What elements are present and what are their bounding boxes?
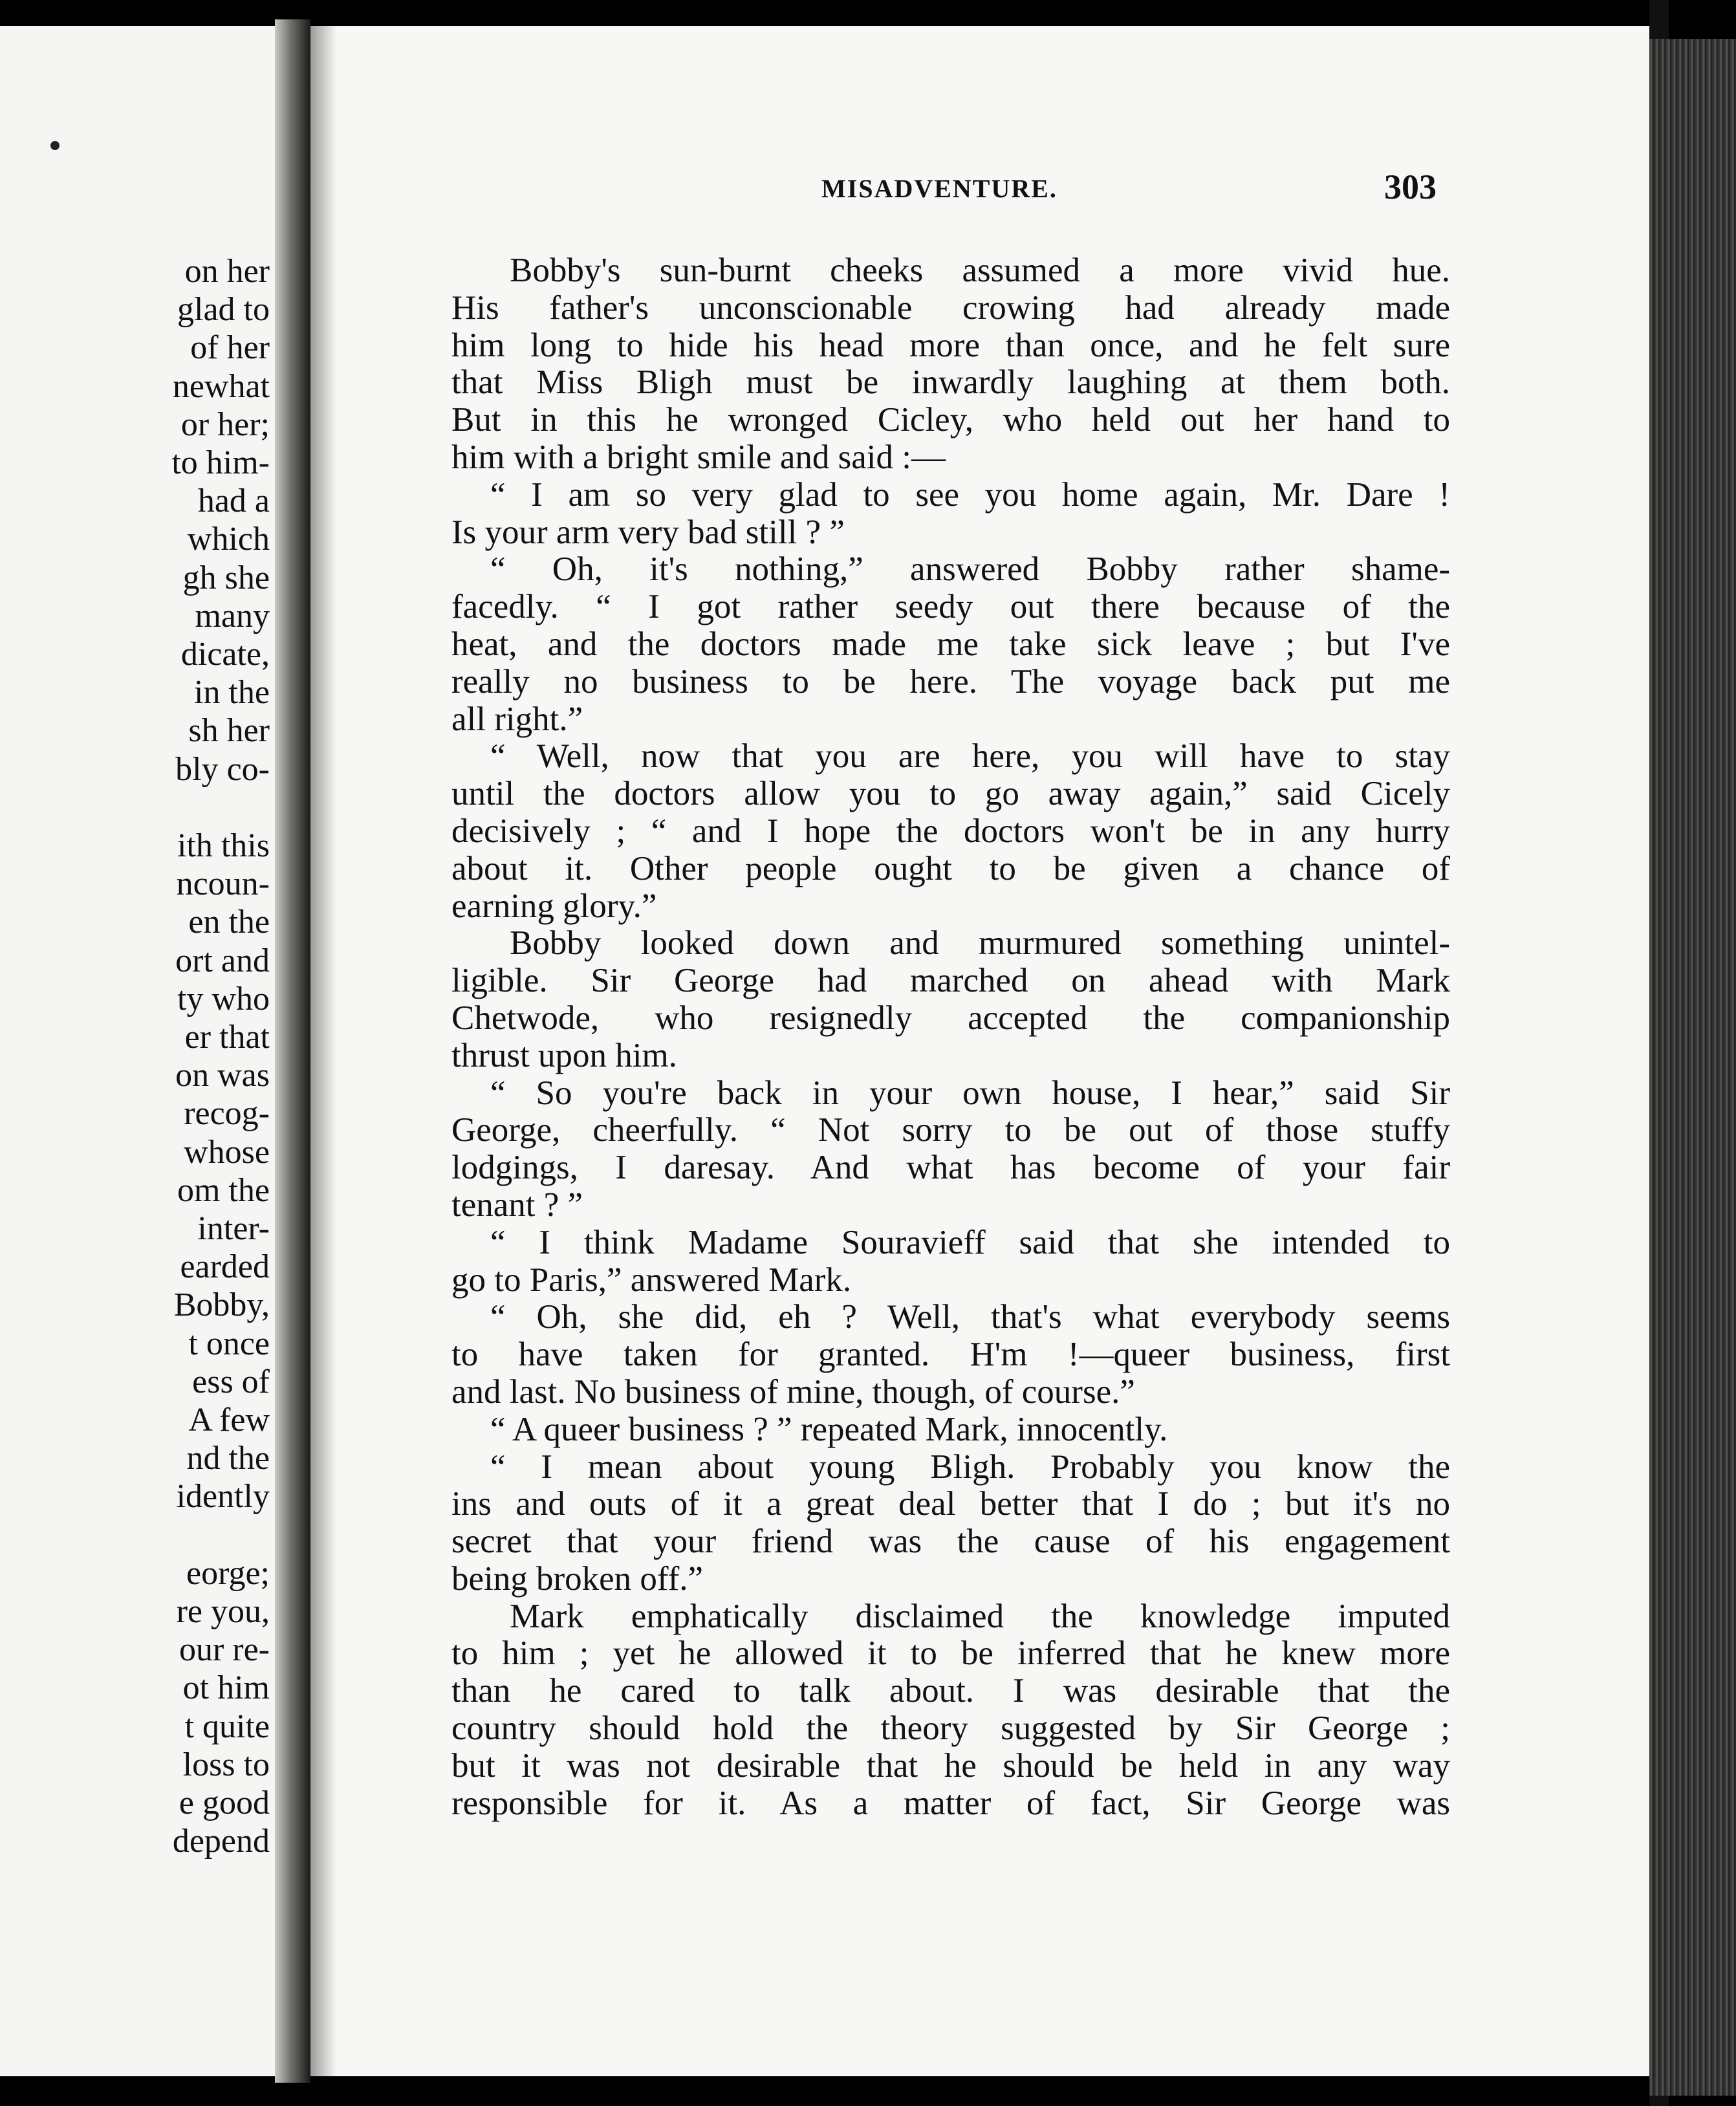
text-line: Bobby's sun-burnt cheeks assumed a more vivid hue. (510, 252, 1450, 289)
text-line: “ I am so very glad to see you home again, Mr. Dare ! (490, 475, 1450, 514)
page-gutter-shadow (310, 26, 336, 2076)
text-line: than he cared to talk about. I was desirable that the (451, 1672, 1450, 1710)
text-line: ins and outs of it a great deal better that I do ; but it's no (451, 1485, 1450, 1523)
left-page-line: glad to (177, 291, 270, 329)
left-page-line: gh she (182, 559, 270, 596)
page-number: 303 (1384, 168, 1437, 206)
text-line: facedly. “ I got rather seedy out there because of the (451, 588, 1450, 626)
left-page-line: or her; (180, 406, 270, 443)
left-page-line: om the (177, 1171, 270, 1209)
left-page-line: e good (179, 1785, 270, 1821)
left-page-line: ith this (177, 827, 270, 864)
running-head: MISADVENTURE. (821, 174, 1058, 203)
left-page-line: dicate, (180, 636, 270, 673)
text-line: go to Paris,” answered Mark. (451, 1261, 852, 1299)
text-line: decisively ; “ and I hope the doctors won't be in any hurry (451, 812, 1450, 850)
left-page-line: ncoun- (176, 865, 270, 903)
left-page-line: inter- (197, 1210, 270, 1247)
text-line: to have taken for granted. H'm !—queer business, first (451, 1336, 1450, 1374)
left-page-line: had a (197, 483, 270, 520)
left-page-line: ort and (175, 942, 270, 979)
text-line: about it. Other people ought to be given a chance of (451, 849, 1450, 887)
text-line: responsible for it. As a matter of fact, Sir George was (451, 1784, 1450, 1822)
text-line: Chetwode, who resignedly accepted the companionship (451, 999, 1450, 1037)
text-line: country should hold the theory suggested by Sir George ; (451, 1710, 1450, 1748)
left-page-line: eorge; (186, 1554, 270, 1592)
text-line: and last. No business of mine, though, of course.” (451, 1373, 1135, 1411)
text-line: him long to hide his head more than once, and he felt sure (451, 326, 1450, 364)
left-page-line: t once (188, 1325, 270, 1362)
body-text (451, 252, 1450, 1822)
left-page-line: er that (184, 1019, 270, 1056)
left-page-line: ess of (192, 1363, 270, 1400)
text-line: But in this he wronged Cicley, who held out her hand to (451, 401, 1450, 439)
ink-speck (50, 141, 60, 150)
left-page-line: ot him (182, 1669, 270, 1707)
text-line: lodgings, I daresay. And what has become of your fair (451, 1149, 1450, 1187)
left-page-line: newhat (172, 367, 270, 405)
book-page (310, 26, 1649, 2076)
left-facing-page (0, 26, 275, 2076)
text-line: really no business to be here. The voyage back put me (451, 662, 1450, 700)
text-line: tenant ? ” (451, 1186, 583, 1224)
text-line: Mark emphatically disclaimed the knowledge imputed (510, 1597, 1450, 1635)
text-line: him with a bright smile and said :— (451, 438, 946, 476)
left-page-line: re you, (176, 1593, 270, 1630)
left-page-line: depend (172, 1823, 270, 1860)
text-line: “ I think Madame Souravieff said that she intended to (490, 1223, 1450, 1261)
left-page-line: en the (188, 904, 270, 941)
left-page-line: in the (194, 674, 270, 711)
left-page-line: earded (180, 1248, 270, 1286)
text-line: secret that your friend was the cause of his engagement (451, 1523, 1450, 1561)
text-line: earning glory.” (451, 887, 657, 925)
left-page-line: recog- (184, 1095, 270, 1133)
left-page-line: ty who (177, 980, 270, 1017)
text-line: until the doctors allow you to go away again,” said Cicely (451, 775, 1450, 813)
left-page-line: loss to (182, 1746, 270, 1783)
text-line: “ Oh, she did, eh ? Well, that's what everybody seems (490, 1298, 1450, 1336)
book-gutter (275, 19, 310, 2083)
left-page-line: to him- (171, 444, 270, 481)
text-line: George, cheerfully. “ Not sorry to be out of those stuffy (451, 1111, 1450, 1149)
left-page-line: Bobby, (173, 1286, 270, 1324)
left-page-line: nd the (186, 1440, 270, 1477)
text-line: but it was not desirable that he should be held in any way (451, 1746, 1450, 1785)
text-line: “ A queer business ? ” repeated Mark, innocently. (490, 1410, 1168, 1448)
text-line: “ Oh, it's nothing,” answered Bobby rather shame- (490, 550, 1450, 589)
left-page-line: which (187, 521, 270, 558)
left-page-line: of her (190, 329, 270, 367)
left-page-line: sh her (188, 712, 270, 750)
left-page-line: idently (176, 1478, 270, 1515)
left-page-line: on was (175, 1057, 270, 1094)
text-line: that Miss Bligh must be inwardly laughing at them both. (451, 364, 1450, 402)
text-line: “ I mean about young Bligh. Probably you know the (490, 1448, 1450, 1486)
left-page-line: whose (184, 1133, 270, 1171)
text-line: all right.” (451, 700, 583, 738)
text-line: being broken off.” (451, 1559, 704, 1598)
left-page-line: on her (184, 253, 270, 290)
text-line: thrust upon him. (451, 1036, 677, 1074)
left-page-line: many (195, 597, 270, 635)
left-page-line: our re- (179, 1631, 270, 1669)
book-page-edges (1649, 39, 1736, 2096)
text-line: “ Well, now that you are here, you will have to stay (490, 737, 1450, 776)
text-line: to him ; yet he allowed it to be inferred that he knew more (451, 1634, 1450, 1673)
text-line: ligible. Sir George had marched on ahead with Mark (451, 962, 1450, 1000)
text-line: Is your arm very bad still ? ” (451, 513, 845, 551)
text-line: “ So you're back in your own house, I hear,” said Sir (490, 1074, 1450, 1112)
left-page-line: bly co- (175, 750, 270, 788)
left-page-line: A few (188, 1402, 270, 1438)
text-line: heat, and the doctors made me take sick leave ; but I've (451, 625, 1450, 663)
left-page-line: t quite (184, 1708, 270, 1745)
text-line: Bobby looked down and murmured something unintel- (510, 924, 1450, 962)
text-line: His father's unconscionable crowing had already made (451, 288, 1450, 327)
